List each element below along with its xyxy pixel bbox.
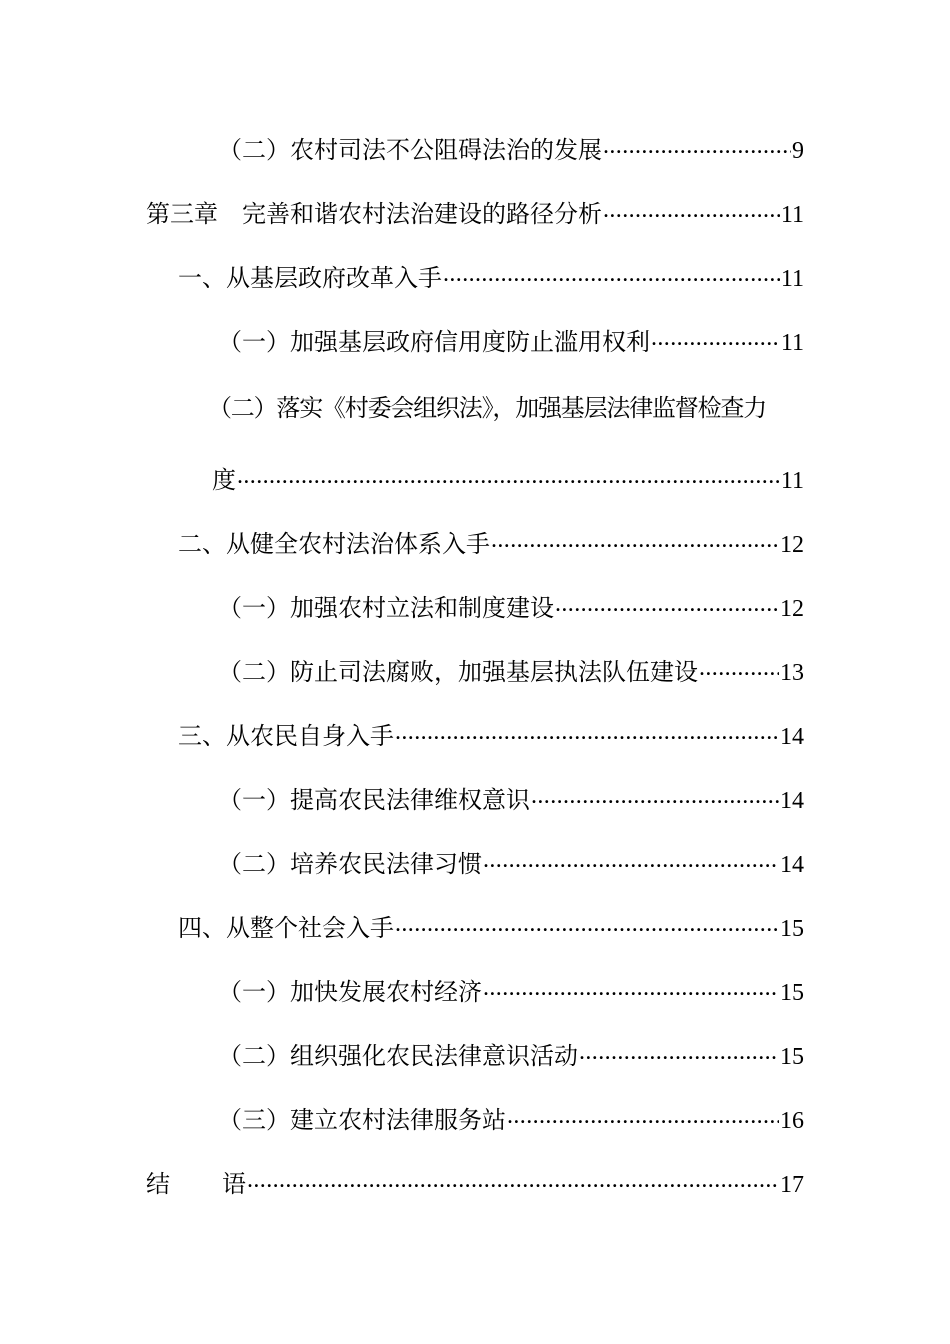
toc-entry[interactable]: [218, 1104, 804, 1136]
toc-entry[interactable]: [218, 656, 804, 688]
toc-entry-title: （一）提高农民法律维权意识: [218, 786, 530, 814]
toc-entry[interactable]: [218, 976, 804, 1008]
title-char: 结: [146, 1170, 170, 1198]
toc-entry-title: （二）培养农民法律习惯: [218, 850, 482, 878]
dot-leader: [699, 656, 779, 680]
toc-entry[interactable]: [218, 1040, 804, 1072]
toc-entry-page: 11: [780, 202, 804, 228]
toc-entry-page: 11: [780, 266, 804, 292]
toc-entry-title: （二）组织强化农民法律意识活动: [218, 1042, 578, 1070]
toc-entry[interactable]: [218, 326, 804, 358]
toc-entry-chapter[interactable]: [146, 198, 804, 230]
toc-entry-page: 16: [780, 1108, 804, 1134]
toc-entry-section[interactable]: [178, 262, 804, 294]
toc-entry-conclusion[interactable]: [146, 1168, 804, 1200]
toc-entry-title: 一、从基层政府改革入手: [178, 264, 442, 292]
dot-leader: [603, 198, 780, 222]
toc-entry-page: 14: [780, 852, 804, 878]
toc-entry-page: 15: [780, 980, 804, 1006]
toc-entry-page: 11: [780, 330, 804, 356]
dot-leader: [603, 134, 791, 158]
title-char: 语: [222, 1170, 246, 1198]
toc-entry-page: 12: [780, 596, 804, 622]
dot-leader: [531, 784, 779, 808]
toc-entry[interactable]: [218, 134, 804, 166]
dot-leader: [491, 528, 779, 552]
toc-entry-page: 15: [780, 1044, 804, 1070]
toc-entry-section[interactable]: [178, 528, 804, 560]
toc-entry-continuation[interactable]: [212, 464, 804, 496]
toc-entry-page: 17: [780, 1172, 804, 1198]
toc-entry-title: 二、从健全农村法治体系入手: [178, 530, 490, 558]
toc-entry-section[interactable]: [178, 912, 804, 944]
toc-entry-title: （三）建立农村法律服务站: [218, 1106, 506, 1134]
toc-entry-page: 9: [792, 138, 804, 164]
toc-entry[interactable]: [218, 592, 804, 624]
toc-entry[interactable]: [218, 848, 804, 880]
toc-entry-page: 12: [780, 532, 804, 558]
toc-entry-title-line1[interactable]: （二）落实《村委会组织法》，加强基层法律监督检查力: [208, 394, 766, 422]
dot-leader: [579, 1040, 779, 1064]
dot-leader: [395, 912, 779, 936]
toc-entry-title-line2: 度: [212, 466, 236, 494]
toc-entry-page: 14: [780, 724, 804, 750]
toc-entry-page: 11: [780, 468, 804, 494]
toc-entry-page: 15: [780, 916, 804, 942]
dot-leader: [395, 720, 779, 744]
dot-leader: [237, 464, 780, 488]
toc-entry-title: 四、从整个社会入手: [178, 914, 394, 942]
toc-entry-title: 第三章 完善和谐农村法治建设的路径分析: [146, 200, 602, 228]
toc-entry-section[interactable]: [178, 720, 804, 752]
toc-entry-title: （一）加快发展农村经济: [218, 978, 482, 1006]
dot-leader: [651, 326, 780, 350]
toc-entry-title: （一）加强农村立法和制度建设: [218, 594, 554, 622]
dot-leader: [443, 262, 780, 286]
toc-entry-title: （二）防止司法腐败，加强基层执法队伍建设: [218, 658, 698, 686]
dot-leader: [483, 976, 779, 1000]
toc-entry-page: 13: [780, 660, 804, 686]
toc-entry-title: （二）农村司法不公阻碍法治的发展: [218, 136, 602, 164]
dot-leader: [483, 848, 779, 872]
toc-entry-title: [146, 1168, 246, 1200]
toc-entry-title: （一）加强基层政府信用度防止滥用权利: [218, 328, 650, 356]
dot-leader: [247, 1168, 779, 1192]
dot-leader: [507, 1104, 779, 1128]
dot-leader: [555, 592, 779, 616]
toc-entry-title: 三、从农民自身入手: [178, 722, 394, 750]
toc-entry-page: 14: [780, 788, 804, 814]
toc-entry[interactable]: [218, 784, 804, 816]
